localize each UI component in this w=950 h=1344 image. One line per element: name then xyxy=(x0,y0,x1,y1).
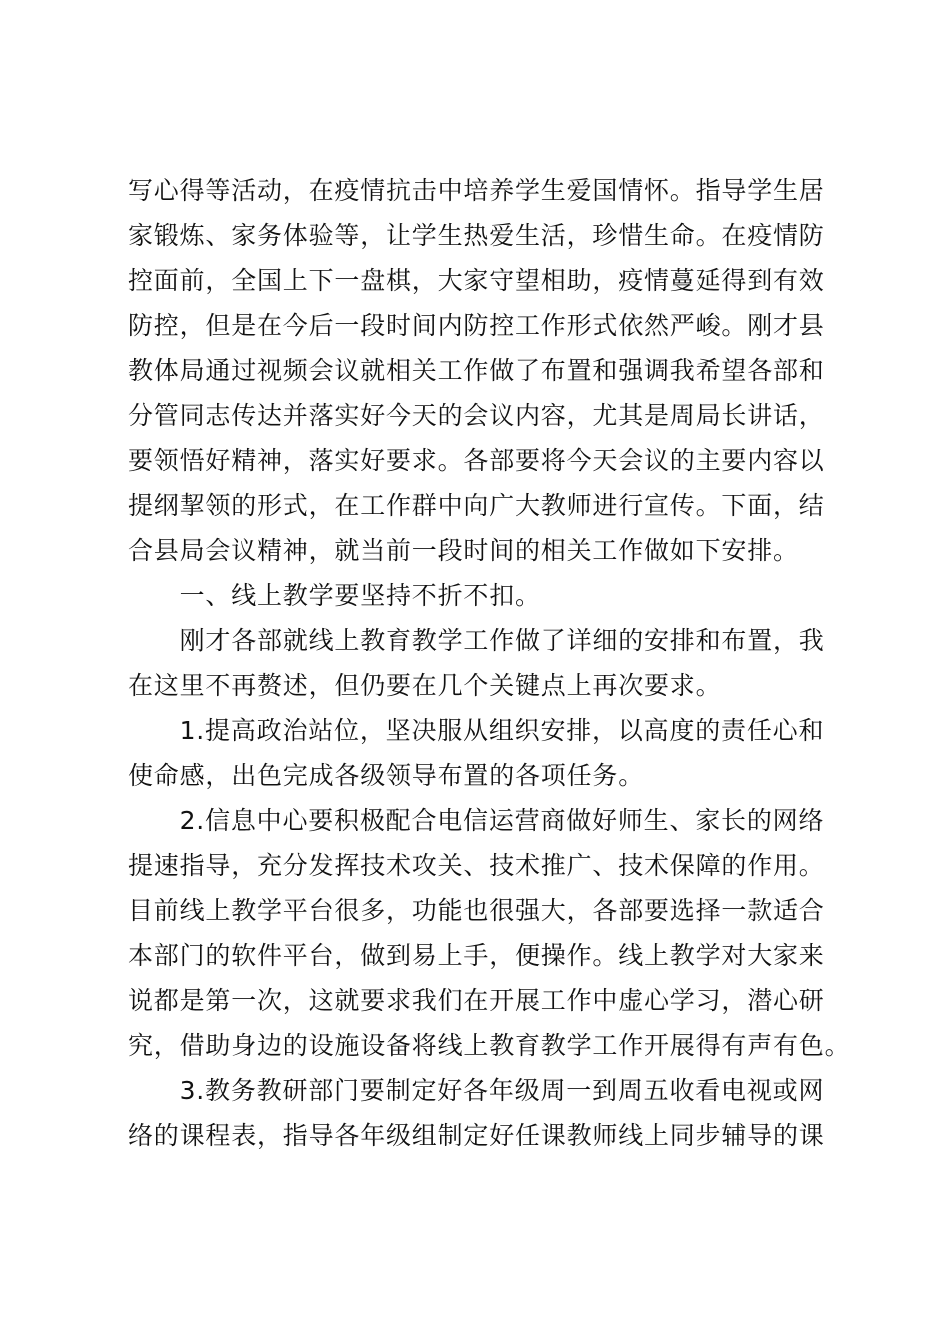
text-line: 刚才各部就线上教育教学工作做了详细的安排和布置，我 xyxy=(128,626,825,655)
section-heading: 一、线上教学要坚持不折不扣。 xyxy=(128,581,541,610)
text-line: 防控，但是在今后一段时间内防控工作形式依然严峻。刚才县 xyxy=(128,311,825,340)
text-line: 络的课程表，指导各年级组制定好任课教师线上同步辅导的课 xyxy=(128,1121,825,1150)
text-line: 控面前，全国上下一盘棋，大家守望相助，疫情蔓延得到有效 xyxy=(128,266,825,295)
text-line: 提速指导，充分发挥技术攻关、技术推广、技术保障的作用。 xyxy=(128,851,825,880)
text-line: 分管同志传达并落实好今天的会议内容，尤其是周局长讲话， xyxy=(128,401,825,430)
text-line: 究，借助身边的设施设备将线上教育教学工作开展得有声有色。 xyxy=(128,1031,851,1060)
list-item-line: 1.提高政治站位，坚决服从组织安排，以高度的责任心和 xyxy=(128,716,825,745)
text-line: 目前线上教学平台很多，功能也很强大，各部要选择一款适合 xyxy=(128,896,825,925)
text-line: 家锻炼、家务体验等，让学生热爱生活，珍惜生命。在疫情防 xyxy=(128,221,825,250)
text-line: 合县局会议精神，就当前一段时间的相关工作做如下安排。 xyxy=(128,536,799,565)
text-line: 写心得等活动，在疫情抗击中培养学生爱国情怀。指导学生居 xyxy=(128,176,825,205)
document-body xyxy=(128,168,851,1158)
text-line: 本部门的软件平台，做到易上手，便操作。线上教学对大家来 xyxy=(128,941,825,970)
text-line: 使命感，出色完成各级领导布置的各项任务。 xyxy=(128,761,645,790)
list-item-line: 3.教务教研部门要制定好各年级周一到周五收看电视或网 xyxy=(128,1076,825,1105)
text-line: 说都是第一次，这就要求我们在开展工作中虚心学习，潜心研 xyxy=(128,986,825,1015)
text-line: 要领悟好精神，落实好要求。各部要将今天会议的主要内容以 xyxy=(128,446,825,475)
list-item-line: 2.信息中心要积极配合电信运营商做好师生、家长的网络 xyxy=(128,806,825,835)
text-line: 在这里不再赘述，但仍要在几个关键点上再次要求。 xyxy=(128,671,722,700)
text-line: 提纲挈领的形式，在工作群中向广大教师进行宣传。下面，结 xyxy=(128,491,825,520)
text-line: 教体局通过视频会议就相关工作做了布置和强调我希望各部和 xyxy=(128,356,825,385)
